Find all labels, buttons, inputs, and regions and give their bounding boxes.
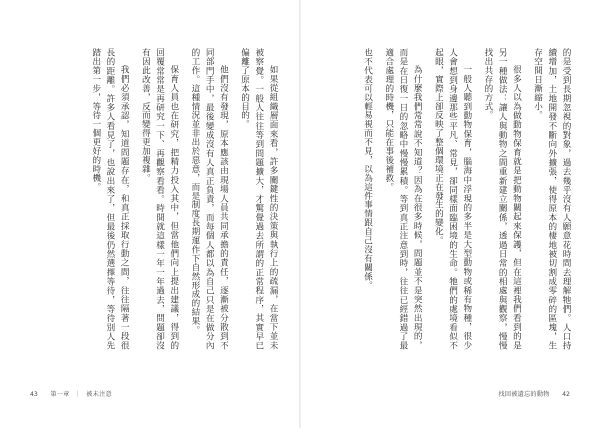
left-page-footer — [30, 389, 112, 398]
footer-divider: ｜ — [74, 391, 82, 398]
paragraph: 的是受到長期忽視的對象，過去幾乎沒有人願意花時間去理解牠們。人口持續增加，土地開發不斷向外擴張，使得原本的棲地被切割成零碎的區塊，生存空間日漸縮小。 — [532, 48, 571, 350]
book-title: 找回被遺忘的動物 — [498, 391, 550, 398]
paragraph: 我們必須承認，知道問題存在，和真正採取行動之間，往往隔著一段很長的距離。許多人看見了，也說出來了，但最後仍然選擇等待，等待別人先踏出第一步，等待一個更好的時機。 — [90, 48, 130, 350]
paragraph: 一般人聽到動物保育，腦海中浮現的多半是大型動物或稀有物種，很少人會想到身邊那些平凡、常見，卻同樣面臨困境的生命。牠們的處境看似不起眼，實際上卻反映了整個環境正在發生的變化。 — [433, 48, 472, 350]
left-page-text — [30, 48, 280, 350]
paragraph: 他們沒有發現，原本應該由現場人員共同承擔的責任，逐漸被分散到不同部門手中，最後變成沒有人真正負責，而每個人都以為自己只是在做分內的工作。這種情況並非出於惡意，而是制度長期運作下自然形成的結果。 — [189, 48, 229, 350]
chapter-label: 第一章 — [50, 391, 70, 398]
paragraph: 很多人以為做動物保育就是把動物關起來保護，但在這裡我們看到的是另一種做法：讓人與動物之間重新建立關係，透過日常的相處與觀察，慢慢找出共存的方式。 — [482, 48, 522, 350]
page-number: 42 — [562, 391, 570, 398]
paragraph: 也不代表可以輕易視而不見，以為這件事情跟自己沒有關係。 — [362, 48, 373, 290]
right-page-text — [329, 48, 573, 350]
paragraph: 為什麼我們常常說不知道？因為在很多時候，問題並不是突然出現的，而是在日復一日的忽略中慢慢累積。等到真正注意到時，往往已經錯過了最適合處理的時機，只能在事後補救。 — [383, 48, 423, 350]
paragraph: 如果從組織層面來看，許多關鍵性的決策與執行上的疏漏，在當下並未被察覺。一般人往往等到問題擴大，才驚覺過去所謂的正常程序，其實早已偏離了原本的目的。 — [239, 48, 278, 350]
chapter-title: 被未注意 — [86, 391, 112, 398]
footer-divider — [40, 391, 48, 398]
paragraph: 保育人員也在研究，把精力投入其中，但當他們向上提出建議，得到的回覆常常是再研究一下、再觀察看看。時間就這樣一年一年過去，問題卻沒有因此改善，反而變得更加複雜。 — [140, 48, 179, 350]
right-page-footer — [499, 389, 571, 398]
right-page — [301, 0, 600, 428]
footer-divider — [552, 391, 560, 398]
page-number: 43 — [30, 391, 38, 398]
left-page — [0, 0, 299, 428]
